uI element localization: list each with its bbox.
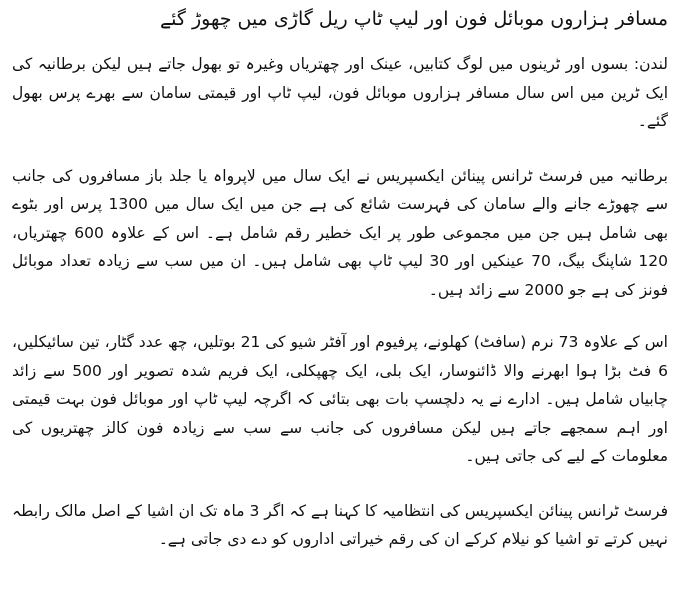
paragraph-lost-items-list: برطانیہ میں فرسٹ ٹرانس پینائن ایکسپریس نے ایک سال میں لاپرواہ یا جلد باز مسافروں کی جانب سے چھوڑے جانے والے سامان کی فہرست شائع کی ہے جن میں ایک سال میں 1300 پرس اور بٹوے بھی شامل ہیں جن میں مجموعی طور پر ایک خطیر رقم شامل ہے۔ اس کے علاوہ 600 چھتریاں، 120 شاپنگ بیگ، 70 عینکیں اور 30 لیپ ٹاپ بھی شامل ہیں۔ ان میں سب سے زیادہ تعداد موبائل فونز کی ہے جو 2000 سے زائد ہیں۔ bbox=[12, 166, 669, 299]
article-headline: مسافر ہزاروں موبائل فون اور لیپ ٹاپ ریل گاڑی میں چھوڑ گئے bbox=[160, 8, 668, 30]
paragraph-intro: لندن: بسوں اور ٹرینوں میں لوگ کتابیں، عینک اور چھتریاں وغیرہ تو بھول جاتے ہیں لیکن برطانیہ کی ایک ٹرین میں اس سال مسافر ہزاروں موبائل فون، لیپ ٹاپ اور قیمتی سامان سے بھرے پرس بھول گئے۔ bbox=[12, 55, 668, 130]
paragraph-other-items: اس کے علاوہ 73 نرم (سافٹ) کھلونے، پرفیوم اور آفٹر شیو کی 21 بوتلیں، چھ عدد گٹار، تین سائیکلیں، 6 فٹ بڑا ہوا ابھرنے والا ڈائنوسار، ایک بلی، ایک چھپکلی، ایک فریم شدہ تصویر اور 500 سے زائد چابیاں شامل ہیں۔ ادارے نے یہ دلچسپ بات بھی بتائی کہ اگرچہ لیپ ٹاپ اور موبائل فون بہت قیمتی اور اہم سمجھے جاتے ہیں لیکن مسافروں کی جانب سے سب سے زیادہ فون کالز چھتریوں کی معلومات کے لیے کی جاتی ہیں۔ bbox=[12, 333, 668, 465]
news-article bbox=[12, 0, 668, 554]
paragraph-auction: فرسٹ ٹرانس پینائن ایکسپریس کی انتظامیہ کا کہنا ہے کہ اگر 3 ماہ تک ان اشیا کے اصل مالک رابطہ نہیں کرتے تو اشیا کو نیلام کرکے ان کی رقم خیراتی اداروں کو دے دی جاتی ہے۔ bbox=[12, 501, 668, 548]
